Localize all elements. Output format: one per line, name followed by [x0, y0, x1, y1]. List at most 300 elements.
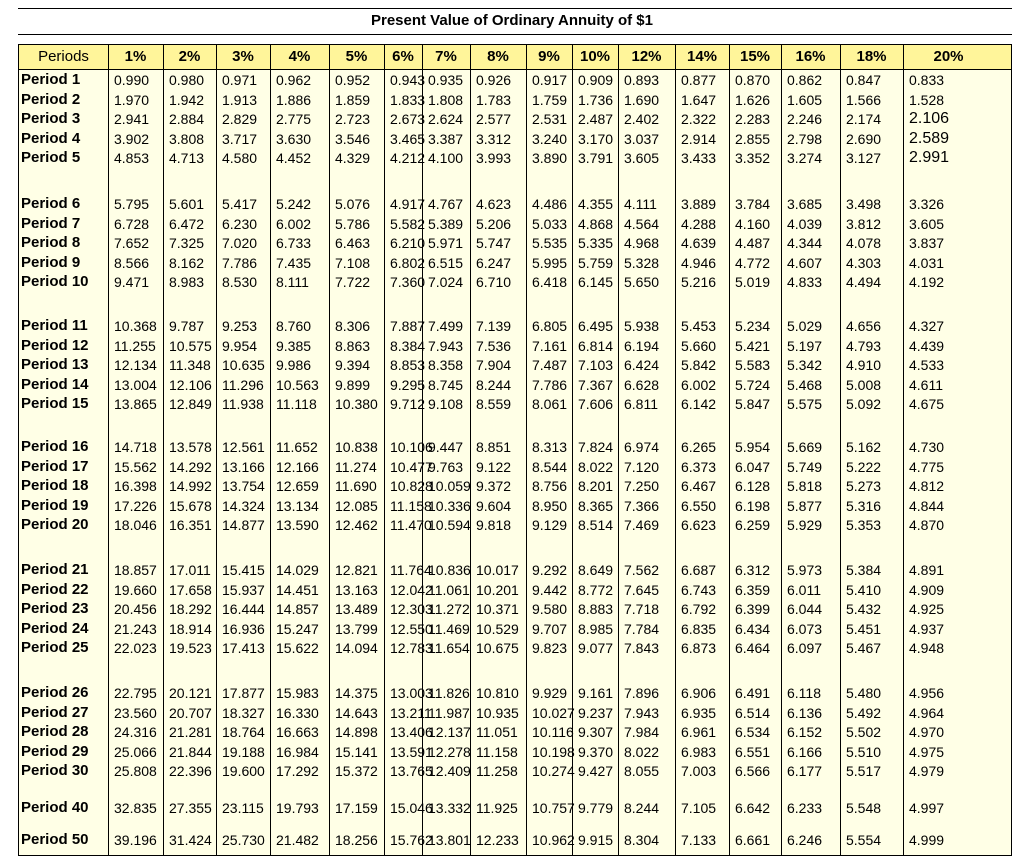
table-cell: 8.022	[624, 743, 660, 760]
table-cell: 6.047	[735, 458, 771, 475]
table-cell: 4.355	[578, 196, 614, 212]
table-cell: 18.046	[114, 517, 157, 533]
row-label: Period 28	[21, 723, 89, 740]
table-cell: 11.938	[222, 396, 264, 412]
table-cell: 0.990	[114, 72, 150, 88]
table-cell: 2.884	[169, 111, 205, 127]
table-cell: 1.759	[532, 91, 568, 108]
table-cell: 5.432	[846, 601, 882, 617]
table-cell: 0.877	[681, 72, 717, 88]
table-cell: 9.372	[476, 478, 512, 494]
table-cell: 14.451	[276, 581, 319, 598]
table-cell: 9.763	[428, 458, 464, 475]
table-cell: 6.073	[787, 620, 823, 637]
table-cell: 9.161	[578, 685, 614, 701]
table-cell: 14.857	[276, 601, 319, 617]
column-divider	[781, 45, 782, 855]
table-cell: 1.808	[428, 91, 464, 108]
table-cell: 13.332	[428, 800, 471, 816]
table-cell: 0.893	[624, 72, 660, 88]
table-cell: 18.256	[335, 832, 378, 848]
table-cell: 10.274	[532, 763, 575, 779]
table-cell: 3.170	[578, 130, 614, 147]
table-cell: 6.550	[681, 497, 717, 514]
table-cell: 1.626	[735, 91, 771, 108]
table-cell: 4.812	[909, 478, 945, 494]
table-cell: 9.823	[532, 640, 568, 656]
table-cell: 4.997	[909, 800, 945, 816]
table-cell: 4.968	[624, 235, 660, 251]
table-cell: 4.853	[114, 150, 150, 166]
column-divider	[675, 45, 676, 855]
header-rate: 2%	[178, 48, 201, 65]
table-cell: 9.899	[335, 376, 371, 393]
table-cell: 3.837	[909, 235, 945, 251]
table-cell: 2.106	[909, 110, 950, 127]
table-cell: 5.954	[735, 439, 771, 455]
table-cell: 3.605	[624, 150, 660, 166]
table-cell: 8.244	[476, 376, 512, 393]
table-cell: 6.259	[735, 517, 771, 533]
table-cell: 7.366	[624, 497, 660, 514]
table-cell: 13.166	[222, 458, 265, 475]
table-cell: 8.358	[428, 357, 464, 373]
table-cell: 6.194	[624, 337, 660, 354]
table-cell: 4.611	[909, 376, 943, 393]
table-cell: 10.336	[428, 497, 471, 514]
table-cell: 6.166	[787, 743, 823, 760]
table-cell: 5.795	[114, 196, 150, 212]
row-label: Period 24	[21, 619, 89, 637]
table-cell: 5.453	[681, 318, 717, 334]
table-cell: 1.833	[390, 91, 426, 108]
table-cell: 7.606	[578, 396, 614, 412]
table-cell: 17.159	[335, 800, 378, 816]
table-cell: 4.078	[846, 235, 882, 251]
table-cell: 8.022	[578, 458, 614, 475]
table-cell: 4.288	[681, 215, 717, 232]
table-cell: 19.523	[169, 640, 212, 656]
table-cell: 14.898	[335, 724, 378, 740]
table-cell: 19.793	[276, 800, 319, 816]
table-cell: 4.975	[909, 743, 945, 760]
table-cell: 12.233	[476, 832, 519, 848]
table-cell: 8.863	[335, 337, 371, 354]
table-cell: 5.601	[169, 196, 205, 212]
table-cell: 3.240	[532, 130, 568, 147]
table-cell: 13.004	[114, 376, 157, 393]
table-cell: 5.162	[846, 439, 882, 455]
table-cell: 15.562	[114, 458, 157, 475]
table-cell: 4.870	[909, 517, 945, 533]
table-cell: 8.559	[476, 396, 512, 412]
table-cell: 2.577	[476, 111, 512, 127]
table-cell: 9.707	[532, 620, 568, 637]
table-cell: 7.824	[578, 439, 614, 455]
table-cell: 11.469	[428, 620, 470, 637]
table-cell: 14.718	[114, 439, 157, 455]
table-cell: 6.128	[735, 478, 771, 494]
row-label: Period 2	[21, 90, 81, 108]
table-cell: 2.531	[532, 111, 568, 127]
table-cell: 2.855	[735, 130, 771, 147]
table-cell: 12.303	[390, 601, 433, 617]
table-cell: 12.462	[335, 517, 378, 533]
header-rate: 9%	[538, 48, 560, 65]
table-cell: 14.643	[335, 704, 378, 721]
table-cell: 4.910	[846, 357, 882, 373]
table-cell: 5.029	[787, 318, 823, 334]
table-cell: 5.669	[787, 439, 823, 455]
table-cell: 10.380	[335, 396, 378, 412]
table-cell: 9.077	[578, 640, 614, 656]
table-cell: 9.929	[532, 685, 568, 701]
table-cell: 5.510	[846, 743, 882, 760]
table-cell: 4.925	[909, 601, 945, 617]
row-label: Period 40	[21, 799, 89, 816]
table-cell: 17.292	[276, 763, 319, 779]
table-cell: 5.548	[846, 800, 882, 816]
table-cell: 6.467	[681, 478, 717, 494]
table-cell: 31.424	[169, 832, 212, 848]
row-label: Period 19	[21, 496, 89, 514]
table-cell: 6.198	[735, 497, 771, 514]
table-cell: 6.792	[681, 601, 717, 617]
table-cell: 0.909	[578, 72, 614, 88]
table-cell: 1.886	[276, 91, 312, 108]
column-divider	[163, 45, 164, 855]
row-label: Period 25	[21, 639, 89, 656]
table-cell: 6.983	[681, 743, 717, 760]
table-cell: 5.273	[846, 478, 882, 494]
table-cell: 5.749	[787, 458, 823, 475]
table-cell: 14.292	[169, 458, 212, 475]
table-cell: 9.986	[276, 357, 312, 373]
table-cell: 6.661	[735, 832, 771, 848]
table-cell: 5.582	[390, 215, 426, 232]
row-label: Period 14	[21, 375, 89, 393]
table-cell: 8.772	[578, 581, 614, 598]
table-cell: 4.772	[735, 254, 771, 271]
table-cell: 5.316	[846, 497, 882, 514]
table-cell: 4.487	[735, 235, 771, 251]
table-cell: 4.868	[578, 215, 614, 232]
table-cell: 8.313	[532, 439, 568, 455]
table-cell: 6.463	[335, 235, 371, 251]
table-cell: 6.687	[681, 562, 717, 578]
table-cell: 8.055	[624, 763, 660, 779]
table-cell: 24.316	[114, 724, 157, 740]
table-cell: 0.943	[390, 72, 426, 88]
table-cell: 22.795	[114, 685, 157, 701]
table-cell: 10.477	[390, 458, 433, 475]
table-cell: 4.439	[909, 337, 945, 354]
table-cell: 9.580	[532, 601, 568, 617]
table-cell: 5.092	[846, 396, 882, 412]
table-cell: 10.529	[476, 620, 519, 637]
table-cell: 1.647	[681, 91, 717, 108]
table-cell: 0.962	[276, 72, 312, 88]
table-cell: 7.843	[624, 640, 660, 656]
table-cell: 6.743	[681, 581, 717, 598]
table-cell: 27.355	[169, 800, 212, 816]
table-cell: 5.660	[681, 337, 717, 354]
column-divider	[618, 45, 619, 855]
table-cell: 3.387	[428, 130, 464, 147]
table-cell: 7.984	[624, 724, 660, 740]
table-cell: 6.210	[390, 235, 426, 251]
table-cell: 6.246	[787, 832, 823, 848]
table-cell: 5.234	[735, 318, 771, 334]
table-cell: 8.306	[335, 318, 371, 334]
table-cell: 7.562	[624, 562, 660, 578]
table-cell: 9.447	[428, 439, 464, 455]
table-cell: 2.402	[624, 111, 660, 127]
table-cell: 6.424	[624, 357, 660, 373]
header-rate: 15%	[739, 48, 771, 65]
table-cell: 6.359	[735, 581, 771, 598]
table-cell: 17.658	[169, 581, 212, 598]
header-rate: 5%	[345, 48, 368, 65]
table-cell: 6.044	[787, 601, 823, 617]
table-cell: 14.877	[222, 517, 265, 533]
table-cell: 0.952	[335, 72, 371, 88]
table-cell: 12.134	[114, 357, 157, 373]
table-cell: 6.961	[681, 724, 717, 740]
table-cell: 6.733	[276, 235, 312, 251]
table-cell: 13.406	[390, 724, 433, 740]
table-cell: 11.987	[428, 704, 470, 721]
row-label: Period 50	[21, 831, 89, 848]
table-cell: 15.622	[276, 640, 319, 656]
table-cell: 11.258	[476, 763, 518, 779]
table-cell: 2.941	[114, 111, 150, 127]
table-cell: 4.111	[624, 196, 657, 212]
table-cell: 3.630	[276, 130, 312, 147]
table-cell: 9.712	[390, 396, 426, 412]
table-cell: 3.433	[681, 150, 717, 166]
row-label: Period 27	[21, 703, 89, 721]
table-cell: 10.368	[114, 318, 157, 334]
table-cell: 0.980	[169, 72, 205, 88]
row-label: Period 26	[21, 684, 89, 701]
table-cell: 6.495	[578, 318, 614, 334]
table-cell: 12.409	[428, 763, 471, 779]
table-cell: 3.605	[909, 215, 945, 232]
table-cell: 9.129	[532, 517, 568, 533]
table-cell: 7.896	[624, 685, 660, 701]
table-cell: 4.844	[909, 497, 945, 514]
table-cell: 2.914	[681, 130, 717, 147]
table-cell: 5.650	[624, 274, 660, 290]
header-rate: 6%	[392, 48, 414, 65]
table-cell: 4.160	[735, 215, 771, 232]
table-cell: 5.575	[787, 396, 823, 412]
table-cell: 3.312	[476, 130, 512, 147]
table-cell: 5.759	[578, 254, 614, 271]
table-cell: 9.394	[335, 357, 371, 373]
table-cell: 9.787	[169, 318, 205, 334]
table-cell: 13.591	[390, 743, 433, 760]
table-cell: 20.707	[169, 704, 212, 721]
table-cell: 5.206	[476, 215, 512, 232]
table-cell: 5.480	[846, 685, 882, 701]
table-cell: 8.304	[624, 832, 660, 848]
table-cell: 8.244	[624, 800, 660, 816]
row-label: Period 17	[21, 457, 89, 475]
table-cell: 14.375	[335, 685, 378, 701]
table-cell: 39.196	[114, 832, 157, 848]
table-cell: 4.494	[846, 274, 882, 290]
table-cell: 18.327	[222, 704, 265, 721]
table-cell: 5.222	[846, 458, 882, 475]
table-cell: 4.946	[681, 254, 717, 271]
table-cell: 13.211	[390, 704, 432, 721]
row-label: Period 8	[21, 234, 81, 251]
table-cell: 6.145	[578, 274, 614, 290]
table-cell: 6.811	[624, 396, 658, 412]
table-cell: 4.793	[846, 337, 882, 354]
table-cell: 13.163	[335, 581, 378, 598]
table-cell: 4.999	[909, 832, 945, 848]
table-cell: 8.649	[578, 562, 614, 578]
table-cell: 9.818	[476, 517, 512, 533]
table-cell: 22.396	[169, 763, 212, 779]
table-cell: 1.859	[335, 91, 371, 108]
table-cell: 13.590	[276, 517, 319, 533]
row-label: Period 4	[21, 129, 81, 147]
table-cell: 13.578	[169, 439, 212, 455]
table-cell: 17.413	[222, 640, 265, 656]
table-cell: 7.718	[624, 601, 660, 617]
table-cell: 5.417	[222, 196, 258, 212]
table-cell: 7.024	[428, 274, 464, 290]
row-label: Period 1	[21, 71, 81, 88]
table-cell: 15.247	[276, 620, 319, 637]
table-cell: 5.076	[335, 196, 371, 212]
table-cell: 10.106	[390, 439, 433, 455]
table-cell: 3.890	[532, 150, 568, 166]
table-cell: 0.935	[428, 72, 464, 88]
table-cell: 9.779	[578, 800, 614, 816]
table-cell: 7.652	[114, 235, 150, 251]
table-cell: 6.728	[114, 215, 150, 232]
table-cell: 3.326	[909, 196, 945, 212]
table-cell: 6.906	[681, 685, 717, 701]
table-cell: 6.177	[787, 763, 823, 779]
row-label: Period 10	[21, 273, 89, 290]
table-cell: 18.914	[169, 620, 212, 637]
table-cell: 5.389	[428, 215, 464, 232]
table-cell: 6.233	[787, 800, 823, 816]
table-cell: 2.690	[846, 130, 882, 147]
table-cell: 10.836	[428, 562, 471, 578]
table-cell: 12.166	[276, 458, 319, 475]
table-cell: 7.435	[276, 254, 312, 271]
table-cell: 4.639	[681, 235, 717, 251]
table-cell: 4.303	[846, 254, 882, 271]
table-cell: 13.134	[276, 497, 319, 514]
table-cell: 7.786	[532, 376, 568, 393]
table-cell: 5.019	[735, 274, 771, 290]
table-cell: 6.247	[476, 254, 512, 271]
row-label: Period 7	[21, 214, 81, 232]
table-cell: 6.418	[532, 274, 568, 290]
table-cell: 6.472	[169, 215, 205, 232]
table-cell: 6.642	[735, 800, 771, 816]
table-cell: 12.821	[335, 562, 378, 578]
table-cell: 13.754	[222, 478, 265, 494]
table-cell: 6.230	[222, 215, 258, 232]
row-label: Period 9	[21, 253, 81, 271]
table-cell: 10.017	[476, 562, 519, 578]
table-cell: 4.607	[787, 254, 823, 271]
table-cell: 5.468	[787, 376, 823, 393]
table-cell: 9.295	[390, 376, 426, 393]
table-cell: 10.116	[532, 724, 574, 740]
table-cell: 11.061	[428, 581, 470, 598]
table-cell: 17.011	[169, 562, 211, 578]
table-cell: 11.826	[428, 685, 470, 701]
table-cell: 8.756	[532, 478, 568, 494]
table-cell: 7.120	[624, 458, 660, 475]
table-cell: 2.723	[335, 111, 371, 127]
column-divider	[903, 45, 904, 855]
table-cell: 23.115	[222, 800, 264, 816]
table-cell: 10.594	[428, 517, 471, 533]
table-cell: 4.329	[335, 150, 371, 166]
column-divider	[526, 45, 527, 855]
table-cell: 9.471	[114, 274, 150, 290]
table-cell: 12.085	[335, 497, 378, 514]
row-label: Period 5	[21, 149, 81, 166]
row-label: Period 29	[21, 742, 89, 760]
table-cell: 6.265	[681, 439, 717, 455]
table-cell: 10.635	[222, 357, 265, 373]
table-cell: 1.970	[114, 91, 150, 108]
title-rule	[18, 34, 1012, 35]
table-cell: 10.757	[532, 800, 575, 816]
table-cell: 11.272	[428, 601, 470, 617]
table-cell: 9.427	[578, 763, 614, 779]
table-cell: 5.818	[787, 478, 823, 494]
table-cell: 5.242	[276, 196, 312, 212]
table-cell: 6.097	[787, 640, 823, 656]
table-cell: 11.274	[335, 458, 377, 475]
table-cell: 8.514	[578, 517, 614, 533]
table-cell: 4.675	[909, 396, 945, 412]
top-rule	[18, 8, 1012, 9]
table-cell: 6.514	[735, 704, 771, 721]
table-cell: 1.605	[787, 91, 823, 108]
table-cell: 6.002	[681, 376, 717, 393]
row-label: Period 11	[21, 317, 88, 334]
table-cell: 4.212	[390, 150, 426, 166]
table-cell: 9.108	[428, 396, 464, 412]
table-cell: 4.486	[532, 196, 568, 212]
table-cell: 12.106	[169, 376, 212, 393]
table-cell: 9.954	[222, 337, 258, 354]
table-cell: 7.325	[169, 235, 205, 251]
table-cell: 7.108	[335, 254, 371, 271]
table-cell: 10.935	[476, 704, 519, 721]
table-cell: 32.835	[114, 800, 157, 816]
table-cell: 7.003	[681, 763, 717, 779]
table-cell: 6.373	[681, 458, 717, 475]
row-label: Period 3	[21, 110, 81, 127]
table-cell: 3.993	[476, 150, 512, 166]
table-cell: 2.624	[428, 111, 464, 127]
